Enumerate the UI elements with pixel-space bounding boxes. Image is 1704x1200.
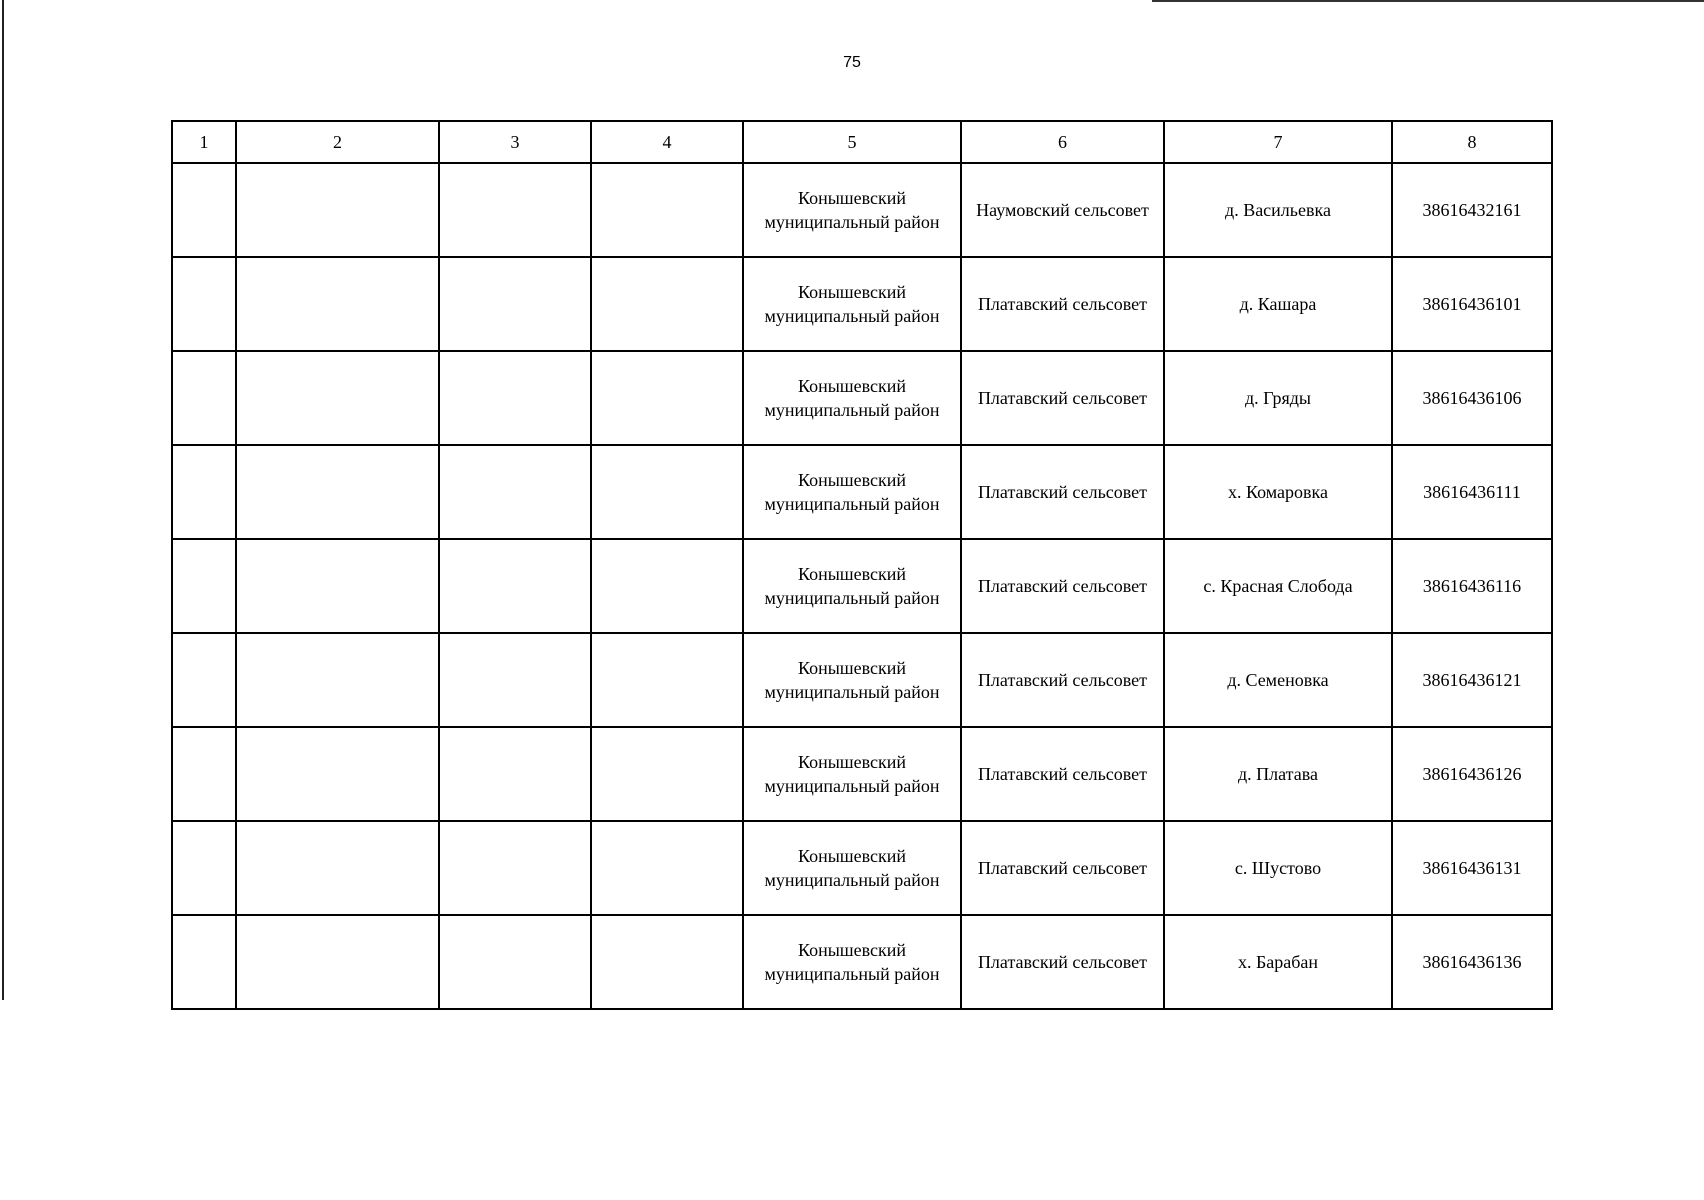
table-row — [172, 821, 1552, 915]
table-row — [172, 163, 1552, 257]
column-header-2: 2 — [236, 121, 439, 163]
register-table — [171, 120, 1553, 1010]
column-header-3: 3 — [439, 121, 591, 163]
header-row — [172, 121, 1552, 163]
cell-col2 — [236, 539, 439, 633]
cell-col1 — [172, 257, 236, 351]
cell-code: 38616432161 — [1392, 163, 1552, 257]
table-row — [172, 445, 1552, 539]
cell-col2 — [236, 727, 439, 821]
cell-district: Конышевский муниципальный район — [743, 915, 961, 1009]
cell-council: Платавский сельсовет — [961, 633, 1164, 727]
cell-col4 — [591, 633, 743, 727]
cell-col4 — [591, 821, 743, 915]
cell-col1 — [172, 727, 236, 821]
cell-district: Конышевский муниципальный район — [743, 257, 961, 351]
column-header-7: 7 — [1164, 121, 1392, 163]
cell-council: Платавский сельсовет — [961, 539, 1164, 633]
cell-district: Конышевский муниципальный район — [743, 539, 961, 633]
cell-col4 — [591, 351, 743, 445]
cell-settlement: с. Красная Слобода — [1164, 539, 1392, 633]
cell-col1 — [172, 821, 236, 915]
cell-code: 38616436116 — [1392, 539, 1552, 633]
cell-col2 — [236, 351, 439, 445]
cell-col1 — [172, 445, 236, 539]
cell-col2 — [236, 915, 439, 1009]
cell-col4 — [591, 445, 743, 539]
cell-settlement: х. Комаровка — [1164, 445, 1392, 539]
cell-code: 38616436106 — [1392, 351, 1552, 445]
cell-council: Платавский сельсовет — [961, 257, 1164, 351]
scan-edge-left — [2, 0, 4, 1000]
cell-col4 — [591, 727, 743, 821]
cell-code: 38616436121 — [1392, 633, 1552, 727]
cell-code: 38616436101 — [1392, 257, 1552, 351]
cell-council: Платавский сельсовет — [961, 445, 1164, 539]
cell-council: Наумовский сельсовет — [961, 163, 1164, 257]
column-header-5: 5 — [743, 121, 961, 163]
cell-col2 — [236, 445, 439, 539]
cell-col4 — [591, 915, 743, 1009]
table-row — [172, 257, 1552, 351]
cell-col3 — [439, 821, 591, 915]
cell-code: 38616436136 — [1392, 915, 1552, 1009]
table-row — [172, 351, 1552, 445]
cell-col3 — [439, 633, 591, 727]
cell-council: Платавский сельсовет — [961, 727, 1164, 821]
column-header-8: 8 — [1392, 121, 1552, 163]
cell-district: Конышевский муниципальный район — [743, 821, 961, 915]
cell-col4 — [591, 257, 743, 351]
page-number: 75 — [843, 54, 861, 71]
cell-col2 — [236, 821, 439, 915]
cell-district: Конышевский муниципальный район — [743, 163, 961, 257]
cell-col1 — [172, 915, 236, 1009]
cell-council: Платавский сельсовет — [961, 915, 1164, 1009]
table-row — [172, 727, 1552, 821]
scan-edge-top — [1152, 0, 1704, 2]
cell-code: 38616436111 — [1392, 445, 1552, 539]
cell-col1 — [172, 163, 236, 257]
table-row — [172, 633, 1552, 727]
cell-code: 38616436126 — [1392, 727, 1552, 821]
table-row — [172, 915, 1552, 1009]
column-header-4: 4 — [591, 121, 743, 163]
column-header-1: 1 — [172, 121, 236, 163]
cell-settlement: х. Барабан — [1164, 915, 1392, 1009]
cell-district: Конышевский муниципальный район — [743, 351, 961, 445]
cell-col4 — [591, 539, 743, 633]
cell-council: Платавский сельсовет — [961, 351, 1164, 445]
table-row — [172, 539, 1552, 633]
cell-col2 — [236, 257, 439, 351]
cell-col4 — [591, 163, 743, 257]
cell-settlement: с. Шустово — [1164, 821, 1392, 915]
cell-col3 — [439, 163, 591, 257]
cell-col3 — [439, 257, 591, 351]
cell-col2 — [236, 163, 439, 257]
cell-settlement: д. Гряды — [1164, 351, 1392, 445]
cell-col1 — [172, 539, 236, 633]
cell-district: Конышевский муниципальный район — [743, 445, 961, 539]
cell-settlement: д. Платава — [1164, 727, 1392, 821]
column-header-6: 6 — [961, 121, 1164, 163]
cell-col3 — [439, 915, 591, 1009]
cell-settlement: д. Семеновка — [1164, 633, 1392, 727]
cell-col3 — [439, 727, 591, 821]
cell-settlement: д. Кашара — [1164, 257, 1392, 351]
cell-code: 38616436131 — [1392, 821, 1552, 915]
cell-district: Конышевский муниципальный район — [743, 727, 961, 821]
cell-col2 — [236, 633, 439, 727]
cell-col3 — [439, 351, 591, 445]
cell-col3 — [439, 539, 591, 633]
cell-settlement: д. Васильевка — [1164, 163, 1392, 257]
cell-col1 — [172, 351, 236, 445]
cell-council: Платавский сельсовет — [961, 821, 1164, 915]
cell-col3 — [439, 445, 591, 539]
cell-district: Конышевский муниципальный район — [743, 633, 961, 727]
cell-col1 — [172, 633, 236, 727]
